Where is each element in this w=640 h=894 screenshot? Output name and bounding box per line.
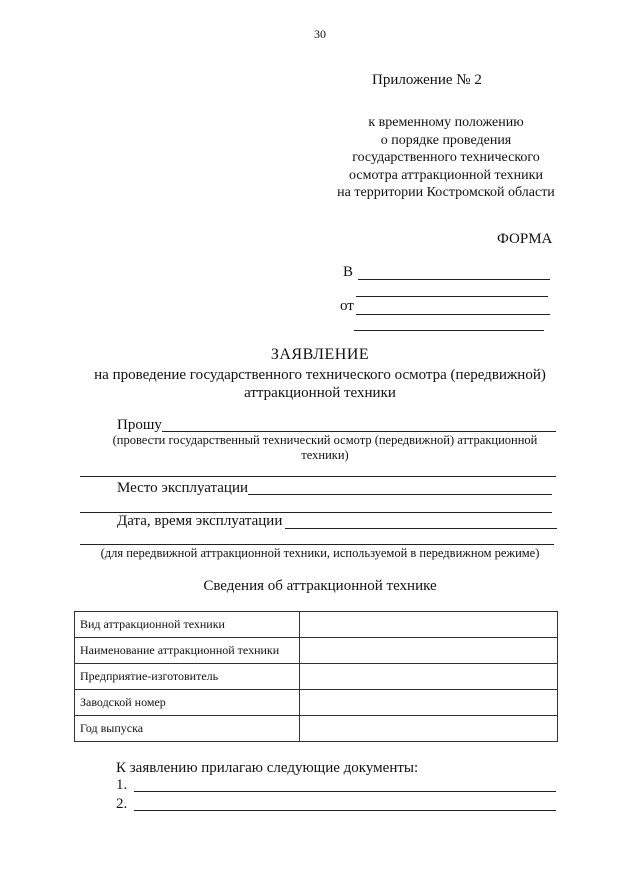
request-field-continuation[interactable] [80,476,556,477]
datetime-field[interactable] [285,528,557,529]
table-row [75,690,558,716]
table-row-label: Год выпуска [75,716,300,742]
to-field-line-2[interactable] [356,296,548,297]
statement-subtitle [0,366,640,402]
appendix-title: Приложение № 2 [372,72,482,88]
table-row [75,612,558,638]
attachment-field-2[interactable] [134,810,556,811]
info-section-title: Сведения об аттракционной технике [203,578,437,594]
attachment-number: 1. [116,777,128,793]
table-row [75,638,558,664]
request-label: Прошу [117,417,162,433]
form-label: ФОРМА [497,231,553,247]
statement-subtitle-line: аттракционной техники [244,385,396,401]
statement-title: ЗАЯВЛЕНИЕ [270,346,370,363]
from-field-line-2[interactable] [354,330,544,331]
subtitle-line: осмотра аттракционной техники [349,167,543,183]
datetime-field-continuation[interactable] [80,544,554,545]
table-row-value[interactable] [300,612,558,638]
info-table [74,611,558,742]
place-label: Место эксплуатации [117,480,249,496]
subtitle-line: к временному положению [368,115,524,130]
subtitle-line: на территории Костромской области [337,185,555,200]
from-field-line-1[interactable] [356,314,550,315]
table-row-value[interactable] [300,716,558,742]
from-label: от [340,298,354,314]
table-row [75,716,558,742]
table-row-value[interactable] [300,664,558,690]
place-field[interactable] [248,494,552,495]
datetime-hint: (для передвижной аттракционной техники, используемой в передвижном режиме) [100,546,540,560]
request-hint-line: техники) [301,448,349,462]
statement-subtitle-line: на проведение государственного технического осмотра (передвижной) [94,367,546,383]
table-row-value[interactable] [300,690,558,716]
datetime-label: Дата, время эксплуатации [117,513,283,529]
request-field[interactable] [162,431,556,432]
table-row [75,664,558,690]
table-row-label: Вид аттракционной техники [75,612,300,638]
attachments-label: К заявлению прилагаю следующие документы: [116,760,419,776]
table-row-label: Заводской номер [75,690,300,716]
attachment-field-1[interactable] [134,791,556,792]
subtitle-line: о порядке проведения [380,132,512,148]
request-hint [90,433,560,463]
table-row-label: Наименование аттракционной техники [75,638,300,664]
page-number: 30 [314,27,326,41]
to-label: В [343,264,354,280]
to-field-line-1[interactable] [358,279,550,280]
request-hint-line: (провести государственный технический осмотр (передвижной) аттракционной [112,433,538,447]
attachment-number: 2. [116,796,128,812]
subtitle-line: государственного технического [352,150,540,165]
table-row-label: Предприятие-изготовитель [75,664,300,690]
appendix-subtitle [310,114,582,202]
table-row-value[interactable] [300,638,558,664]
